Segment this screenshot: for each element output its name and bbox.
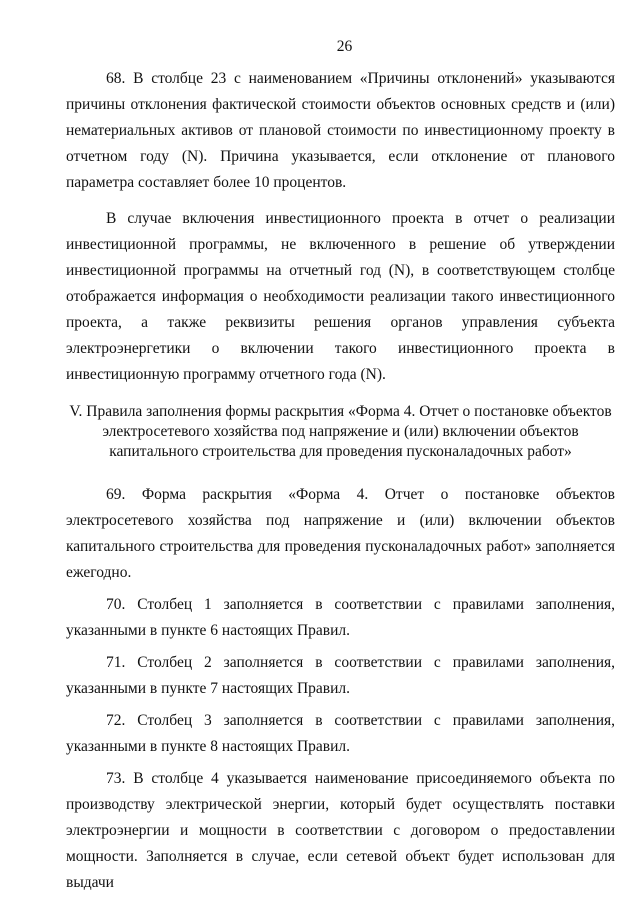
paragraph-69: 69. Форма раскрытия «Форма 4. Отчет о постановке объектов электросетевого хозяйства под напряжение и (или) включении объектов капитального строительства для проведения пусконаладочных работ» заполняется ежегодно. (66, 486, 615, 581)
page-number: 26 (336, 38, 353, 55)
paragraph-72: 72. Столбец 3 заполняется в соответствии с правилами заполнения, указанными в пункте 8 настоящих Правил. (66, 712, 615, 755)
paragraph-68-continuation: В случае включения инвестиционного проекта в отчет о реализации инвестиционной программы, не включенного в решение об утверждении инвестиционной программы на отчетный год (N), в соответствующем столбце отображается информация о необходимости реализации такого инвестиционного проекта, а также реквизиты решения органов управления субъекта электроэнергетики о включении такого инвестиционного проекта в инвестиционную программу отчетного года (N). (66, 210, 615, 383)
paragraph-70: 70. Столбец 1 заполняется в соответствии с правилами заполнения, указанными в пункте 6 настоящих Правил. (66, 596, 615, 639)
paragraph-71: 71. Столбец 2 заполняется в соответствии с правилами заполнения, указанными в пункте 7 настоящих Правил. (66, 654, 615, 697)
paragraph-68: 68. В столбце 23 с наименованием «Причины отклонений» указываются причины отклонения фактической стоимости объектов основных средств и (или) нематериальных активов от плановой стоимости по инвестиционному проекту в отчетном году (N). Причина указывается, если отклонение от планового параметра составляет более 10 процентов. (66, 70, 615, 191)
section-v-heading: V. Правила заполнения формы раскрытия «Форма 4. Отчет о постановке объектов электросетевого хозяйства под напряжение и (или) включении объектов капитального строительства для проведения пусконаладочных работ» (69, 403, 612, 460)
paragraph-73: 73. В столбце 4 указывается наименование присоединяемого объекта по производству электрической энергии, который будет осуществлять поставки электроэнергии и мощности в соответствии с договором о предоставлении мощности. Заполняется в случае, если сетевой объект будет использован для выдачи (66, 770, 615, 891)
